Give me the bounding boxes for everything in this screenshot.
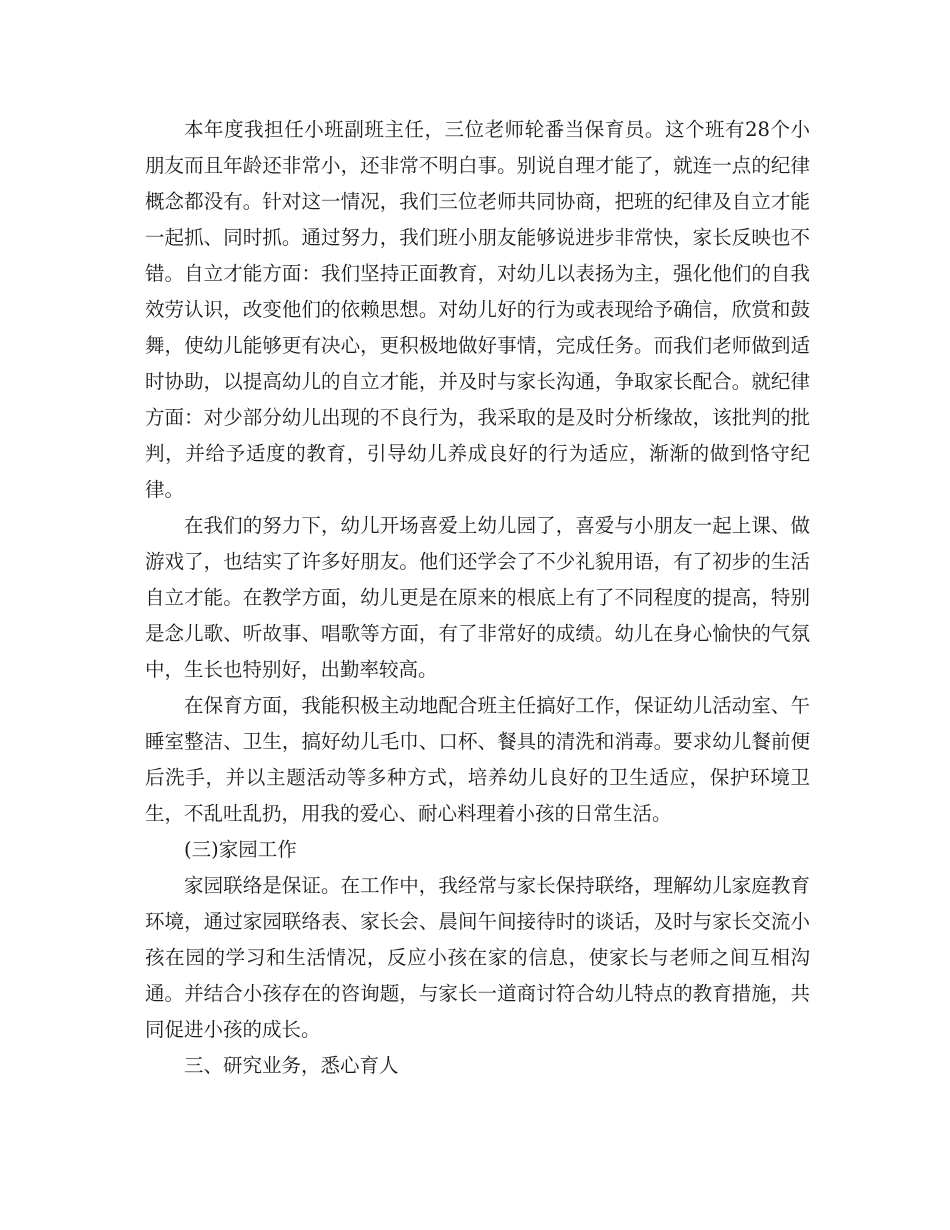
paragraph-childcare: 在保育方面，我能积极主动地配合班主任搞好工作，保证幼儿活动室、午睡室整洁、卫生，搞好幼儿毛巾、口杯、餐具的清洗和消毒。要求幼儿餐前便后洗手，并以主题活动等多种方式，培养幼儿良好的卫生适应，保护环境卫生，不乱吐乱扔，用我的爱心、耐心料理着小孩的日常生活。: [145, 694, 810, 825]
section-heading-research: 三、研究业务，悉心育人: [184, 1054, 399, 1077]
paragraph-home-school-contact: 家园联络是保证。在工作中，我经常与家长保持联络，理解幼儿家庭教育环境，通过家园联络表、家长会、晨间午间接待时的谈话，及时与家长交流小孩在园的学习和生活情况，反应小孩在家的信息，使家长与老师之间互相沟通。并结合小孩存在的咨询题，与家长一道商讨符合幼儿特点的教育措施，共同促进小孩的成长。: [145, 874, 810, 1041]
section-heading-home-school: (三)家园工作: [184, 838, 297, 861]
document-body: [145, 112, 810, 1084]
paragraph-class-management: 本年度我担任小班副班主任，三位老师轮番当保育员。这个班有28个小朋友而且年龄还非常小，还非常不明白事。别说自理才能了，就连一点的纪律概念都没有。针对这一情况，我们三位老师共同协商，把班的纪律及自立才能一起抓、同时抓。通过努力，我们班小朋友能够说进步非常快，家长反映也不错。自立才能方面：我们坚持正面教育，对幼儿以表扬为主，强化他们的自我效劳认识，改变他们的依赖思想。对幼儿好的行为或表现给予确信，欣赏和鼓舞，使幼儿能够更有决心，更积极地做好事情，完成任务。而我们老师做到适时协助，以提高幼儿的自立才能，并及时与家长沟通，争取家长配合。就纪律方面：对少部分幼儿出现的不良行为，我采取的是及时分析缘故，该批判的批判，并给予适度的教育，引导幼儿养成良好的行为适应，渐渐的做到恪守纪律。: [145, 118, 810, 501]
paragraph-children-progress: 在我们的努力下，幼儿开场喜爱上幼儿园了，喜爱与小朋友一起上课、做游戏了，也结实了许多好朋友。他们还学会了不少礼貌用语，有了初步的生活自立才能。在教学方面，幼儿更是在原来的根底上有了不同程度的提高，特别是念儿歌、听故事、唱歌等方面，有了非常好的成绩。幼儿在身心愉快的气氛中，生长也特别好，出勤率较高。: [145, 514, 810, 681]
